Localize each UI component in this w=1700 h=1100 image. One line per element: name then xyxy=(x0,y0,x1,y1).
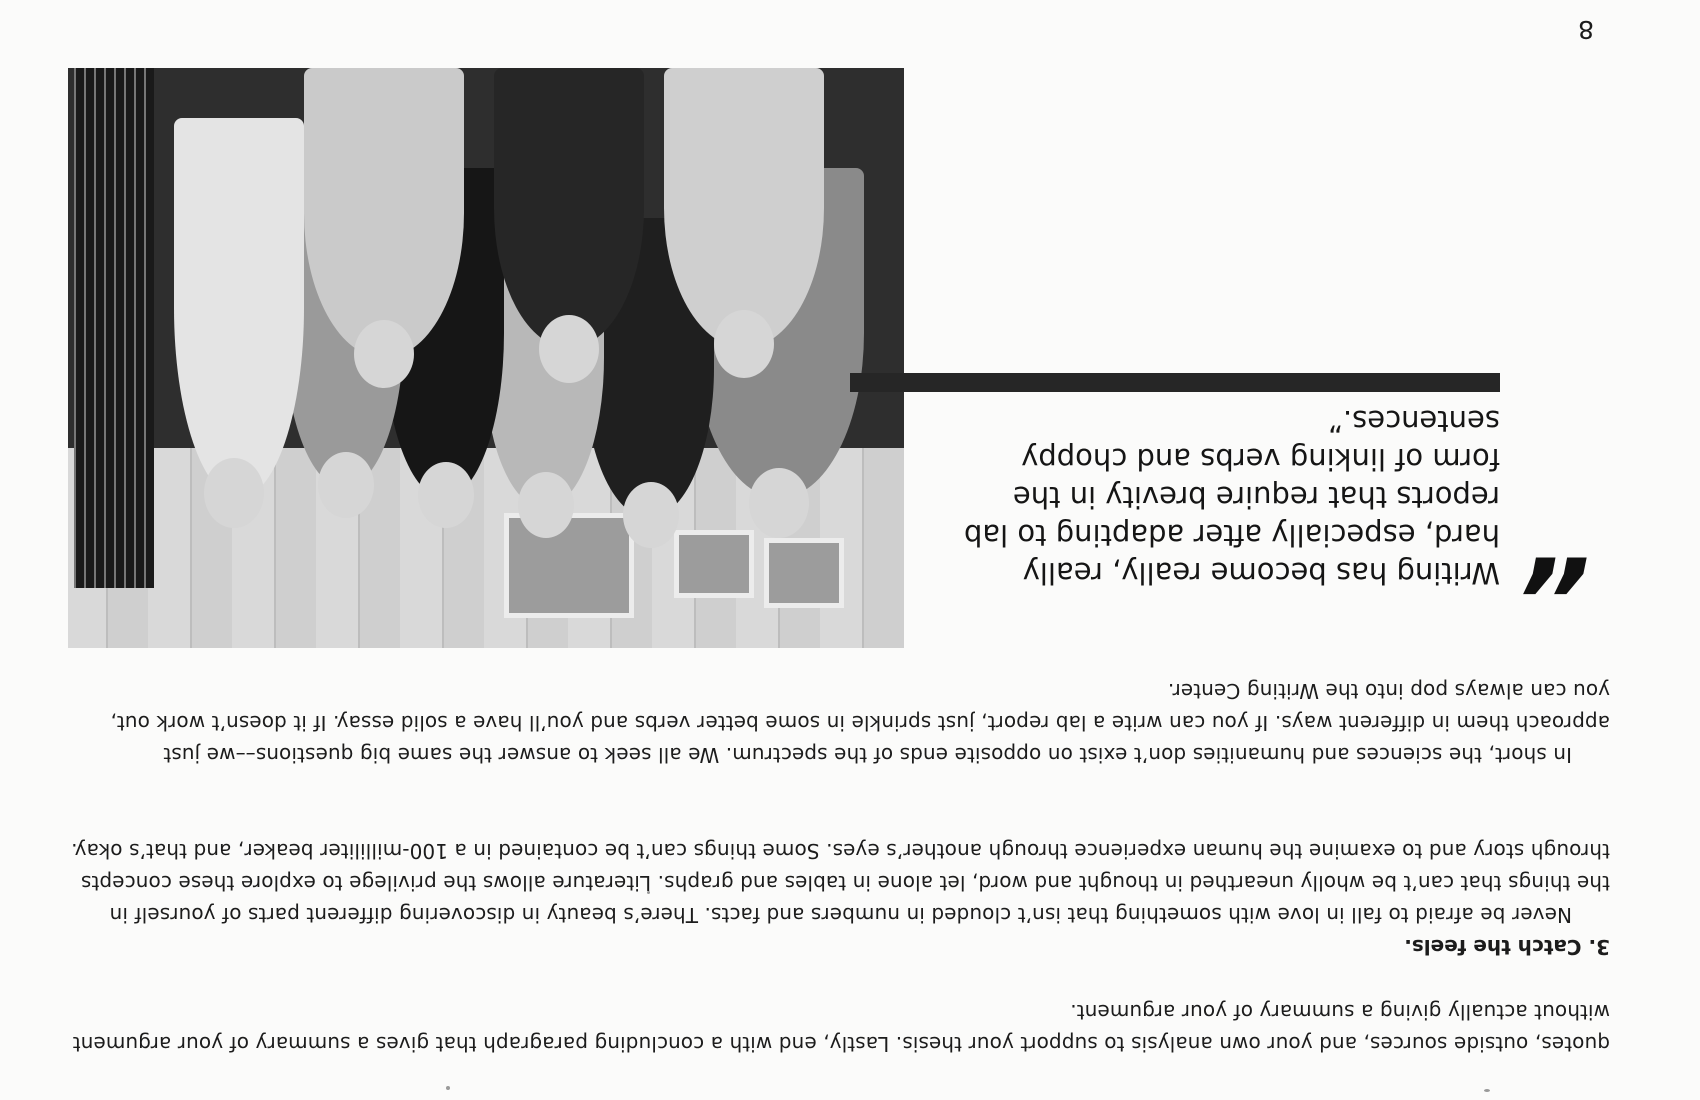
wall-picture-frame xyxy=(504,513,634,618)
face xyxy=(354,320,414,388)
face xyxy=(418,462,474,528)
pull-quote-rule xyxy=(850,373,1500,392)
face xyxy=(539,315,599,383)
dust-speck xyxy=(1484,1089,1490,1092)
pull-quote-text: Writing has become really, really hard, especially after adapting to lab reports that require brevity in the form of linking verbs and choppy sentences.” xyxy=(963,404,1500,590)
section-heading: 3. Catch the feels. xyxy=(1404,935,1610,959)
bookshelf xyxy=(74,68,154,588)
group-photo-image xyxy=(68,68,904,648)
face xyxy=(749,468,809,538)
wall-picture-frame xyxy=(674,530,754,598)
face xyxy=(518,472,574,538)
person xyxy=(494,68,644,348)
wall-picture-frame xyxy=(764,538,844,608)
face xyxy=(318,452,374,518)
dust-speck xyxy=(446,1086,450,1090)
quote-mark-icon: “ xyxy=(1524,480,1600,618)
face xyxy=(204,458,264,528)
face xyxy=(623,482,679,548)
page-number: 8 xyxy=(1578,15,1594,44)
body-paragraph-catch-the-feels: Never be afraid to fall in love with something that isn’t clouded in numbers and facts. There’s beauty in discovering different parts of yourself in the things that can’t be wholly unearthed in thought and word, let alone in tables and graphs. Literature allows the privilege to explore these concepts through story and to examine the human experience through another’s eyes. Some things can’t be contained in a 100-milliliter beaker, and that’s okay. xyxy=(70,839,1610,927)
person xyxy=(664,68,824,348)
person xyxy=(304,68,464,358)
face xyxy=(714,310,774,378)
body-paragraph-in-short: In short, the sciences and humanities don’t exist on opposite ends of the spectrum. We all seek to answer the same big questions––we just approach them in different ways. If you can write a lab report, just sprinkle in some better verbs and you’ll have a solid essay. If it doesn’t work out, you can always pop into the Writing Center. xyxy=(110,679,1610,767)
body-paragraph-intro: quotes, outside sources, and your own analysis to support your thesis. Lastly, end with a concluding paragraph that gives a summary of your argument without actually giving a summary of your argument. xyxy=(72,1000,1610,1056)
person xyxy=(174,118,304,498)
